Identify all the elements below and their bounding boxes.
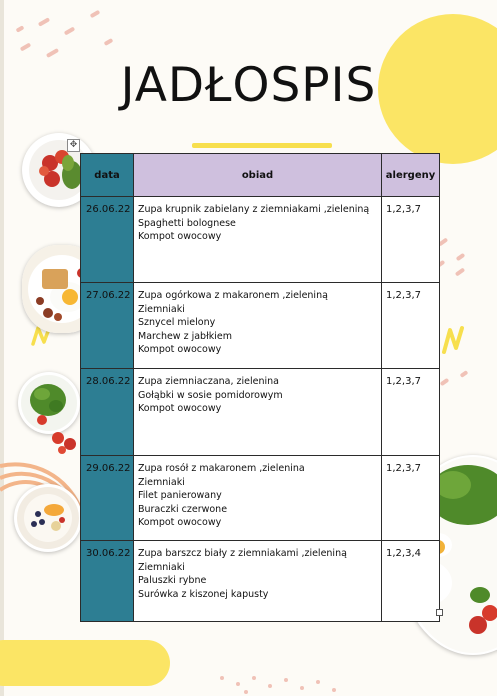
date-cell: 26.06.22 [81, 197, 134, 283]
dish-item: Ziemniaki [138, 303, 185, 315]
menu-table [80, 153, 440, 622]
table-row [81, 283, 440, 369]
table-header-row [81, 154, 440, 197]
dish-item: Ziemniaki [138, 476, 185, 488]
dish-item: Gołąbki w sosie pomidorowym [138, 389, 283, 401]
dish-item: Kompot owocowy [138, 403, 222, 415]
dish-item: Kompot owocowy [138, 517, 222, 529]
page-title: JADŁOSPIS [120, 58, 377, 113]
table-resize-handle[interactable] [436, 609, 443, 616]
yogurt-fruit-bowl-image [14, 484, 82, 552]
dish-item: Kompot owocowy [138, 231, 222, 243]
dishes-cell [134, 541, 382, 622]
date-cell: 28.06.22 [81, 369, 134, 456]
table-row [81, 369, 440, 456]
dish-item: Spaghetti bolognese [138, 217, 236, 229]
arugula-tomato-plate-image [18, 372, 80, 434]
allergens-cell: 1,2,3,7 [382, 369, 440, 456]
dish-item: Ziemniaki [138, 561, 185, 573]
dish-item: Zupa ogórkowa z makaronem ,zieleniną [138, 290, 328, 301]
dish-item: Zupa rosół z makaronem ,zielenina [138, 463, 305, 474]
dishes-cell [134, 197, 382, 283]
table-row [81, 456, 440, 541]
allergens-cell: 1,2,3,4 [382, 541, 440, 622]
date-cell: 30.06.22 [81, 541, 134, 622]
dish-item: Marchew z jabłkiem [138, 330, 233, 342]
dish-item: Filet panierowany [138, 490, 222, 502]
dish-item: Surówka z kiszonej kapusty [138, 588, 269, 600]
squiggle-decoration [440, 322, 470, 358]
header-date: data [81, 154, 134, 197]
header-allergens: alergeny [382, 154, 440, 197]
table-row [81, 541, 440, 622]
move-handle-icon[interactable]: ✥ [67, 139, 80, 152]
dish-item: Zupa barszcz biały z ziemniakami ,zieleniną [138, 548, 347, 559]
allergens-cell: 1,2,3,7 [382, 283, 440, 369]
allergens-cell: 1,2,3,7 [382, 456, 440, 541]
dish-item: Zupa krupnik zabielany z ziemniakami ,zieleniną [138, 204, 370, 215]
cherry-tomatoes-image [50, 428, 80, 456]
dish-item: Zupa ziemniaczana, zielenina [138, 376, 279, 387]
title-underline [192, 143, 332, 148]
date-cell: 27.06.22 [81, 283, 134, 369]
table-row [81, 197, 440, 283]
dish-item: Paluszki rybne [138, 575, 207, 587]
allergens-cell: 1,2,3,7 [382, 197, 440, 283]
dishes-cell [134, 456, 382, 541]
date-cell: 29.06.22 [81, 456, 134, 541]
dish-item: Buraczki czerwone [138, 503, 228, 515]
dishes-cell [134, 283, 382, 369]
dish-item: Sznycel mielony [138, 317, 216, 329]
dishes-cell [134, 369, 382, 456]
dish-item: Kompot owocowy [138, 344, 222, 356]
decor-yellow-pill [0, 640, 170, 686]
header-lunch: obiad [134, 154, 382, 197]
